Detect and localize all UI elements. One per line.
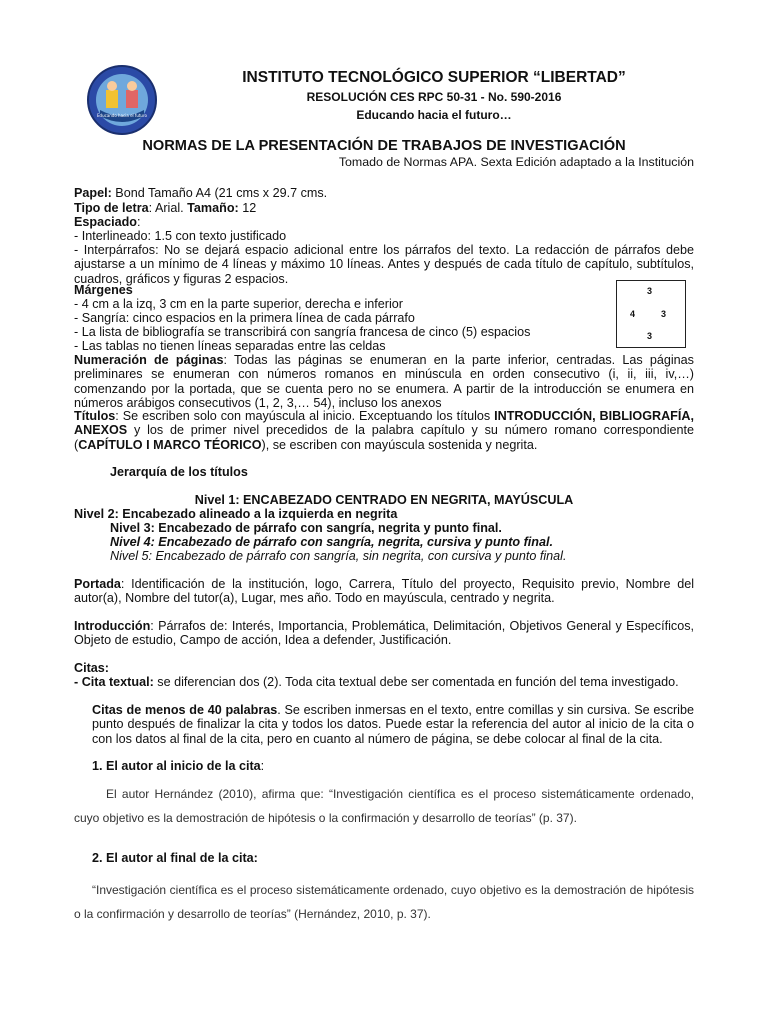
cita-quote-1: El autor Hernández (2010), afirma que: “Investigación científica es el proceso sistemáticamente ordenado, cuyo objetivo es la demostración de hipótesis o la confirmación y desarrollo de teorías” (p. 37).	[74, 787, 694, 825]
section-papel	[74, 186, 694, 200]
margin-left-value: 4	[630, 309, 636, 319]
nivel-1: Nivel 1: ENCABEZADO CENTRADO EN NEGRITA, MAYÚSCULA	[194, 493, 574, 507]
section-tipo-letra	[74, 201, 694, 215]
tipo-sep: : Arial.	[148, 201, 188, 215]
institute-logo	[86, 64, 158, 136]
cita-heading-1: 1. El autor al inicio de la cita:	[92, 759, 265, 773]
tipo-text: 12	[238, 201, 257, 215]
espaciado-heading: Espaciado:	[74, 215, 141, 229]
section-titulos: Títulos: Se escriben solo con mayúscula al inicio. Exceptuando los títulos INTRODUCCIÓN, BIBLIOGRAFÍA, ANEXOS y los de primer nivel precedidos de la palabra capítulo y su número romano correspondiente (CAPÍTULO I MARCO TÉORICO), se escriben con mayúscula sostenida y negrita.	[74, 409, 694, 452]
cita-quote-2: “Investigación científica es el proceso sistemáticamente ordenado, cuyo objetivo es la demostración de hipótesis o la confirmación y desarrollo de teorías” (Hernández, 2010, p. 37).	[74, 883, 694, 921]
margenes-line-3: - La lista de bibliografía se transcribirá con sangría francesa de cinco (5) espacios	[74, 325, 531, 339]
nivel-3: Nivel 3: Encabezado de párrafo con sangría, negrita y punto final.	[110, 521, 502, 535]
margenes-line-4: - Las tablas no tienen líneas separadas entre las celdas	[74, 339, 386, 353]
nivel-2: Nivel 2: Encabezado alineado a la izquierda en negrita	[74, 507, 398, 521]
citas-heading: Citas:	[74, 661, 109, 675]
nivel-5: Nivel 5: Encabezado de párrafo con sangría, sin negrita, con cursiva y punto final.	[110, 549, 567, 563]
document-title: NORMAS DE LA PRESENTACIÓN DE TRABAJOS DE INVESTIGACIÓN	[142, 138, 626, 154]
papel-text: Bond Tamaño A4 (21 cms x 29.7 cms.	[111, 186, 328, 200]
document-subtitle: Tomado de Normas APA. Sexta Edición adaptado a la Institución	[338, 155, 694, 169]
margin-top-value: 3	[647, 286, 653, 296]
margenes-line-2: - Sangría: cinco espacios en la primera línea de cada párrafo	[74, 311, 415, 325]
nivel-4: Nivel 4: Encabezado de párrafo con sangría, negrita, cursiva y punto final.	[110, 535, 553, 549]
institute-name: INSTITUTO TECNOLÓGICO SUPERIOR “LIBERTAD”	[242, 69, 626, 86]
espaciado-line-1: - Interlineado: 1.5 con texto justificado	[74, 229, 287, 243]
margenes-line-1: - 4 cm a la izq, 3 cm en la parte superior, derecha e inferior	[74, 297, 403, 311]
section-introduccion: Introducción: Párrafos de: Interés, Importancia, Problemática, Delimitación, Objetivos General y Específicos, Objeto de estudio, Campo de acción, Idea a defender, Justificación.	[74, 619, 694, 648]
jerarquia-heading: Jerarquía de los títulos	[110, 465, 248, 479]
tamano-label: Tamaño:	[187, 201, 239, 215]
cita-heading-2: 2. El autor al final de la cita:	[92, 851, 258, 865]
margin-bottom-value: 3	[647, 331, 653, 341]
svg-text:Educando hacia el futuro: Educando hacia el futuro	[97, 113, 147, 118]
tipo-label: Tipo de letra	[74, 201, 149, 215]
resolution-number: RESOLUCIÓN CES RPC 50-31 - No. 590-2016	[306, 90, 562, 104]
citas-menos-40: Citas de menos de 40 palabras. Se escriben inmersas en el texto, entre comillas y sin cursiva. Se escribe punto después de finalizar la cita y todos los datos. Puede estar la referencia del autor al inicio de la cita o con los datos al final de la cita, pero en cuanto al número de página, se debe colocar al final de la cita.	[92, 703, 694, 746]
margenes-heading: Márgenes	[74, 283, 133, 297]
papel-label: Papel:	[74, 186, 112, 200]
espaciado-line-2: - Interpárrafos: No se dejará espacio adicional entre los párrafos del texto. La redacción de párrafos debe ajustarse a un mínimo de 4 líneas y máximo 10 líneas. Antes y después de cada título de capítulo, subtítulos, cuadros, gráficos y figuras 2 espacios.	[74, 243, 694, 286]
section-portada: Portada: Identificación de la institución, logo, Carrera, Título del proyecto, Requisito previo, Nombre del autor(a), Nombre del tutor(a), Lugar, mes año. Todo en mayúscula, centrado y negrita.	[74, 577, 694, 606]
institute-motto: Educando hacia el futuro…	[356, 108, 512, 122]
cita-textual: - Cita textual: se diferencian dos (2). Toda cita textual debe ser comentada en función del tema investigado.	[74, 675, 679, 689]
margins-diagram	[616, 280, 686, 348]
margin-right-value: 3	[661, 309, 667, 319]
section-numeracion: Numeración de páginas: Todas las páginas se enumeran en la parte inferior, centradas. Las páginas preliminares se enumeran con números romanos en minúscula en orden consecutivo (i, ii, iii, iv,…) comenzando por la portada, que se cuenta pero no se enumera. A partir de la introducción se enumera en números arábigos consecutivos (1, 2, 3,… 54), incluso los anexos	[74, 353, 694, 411]
